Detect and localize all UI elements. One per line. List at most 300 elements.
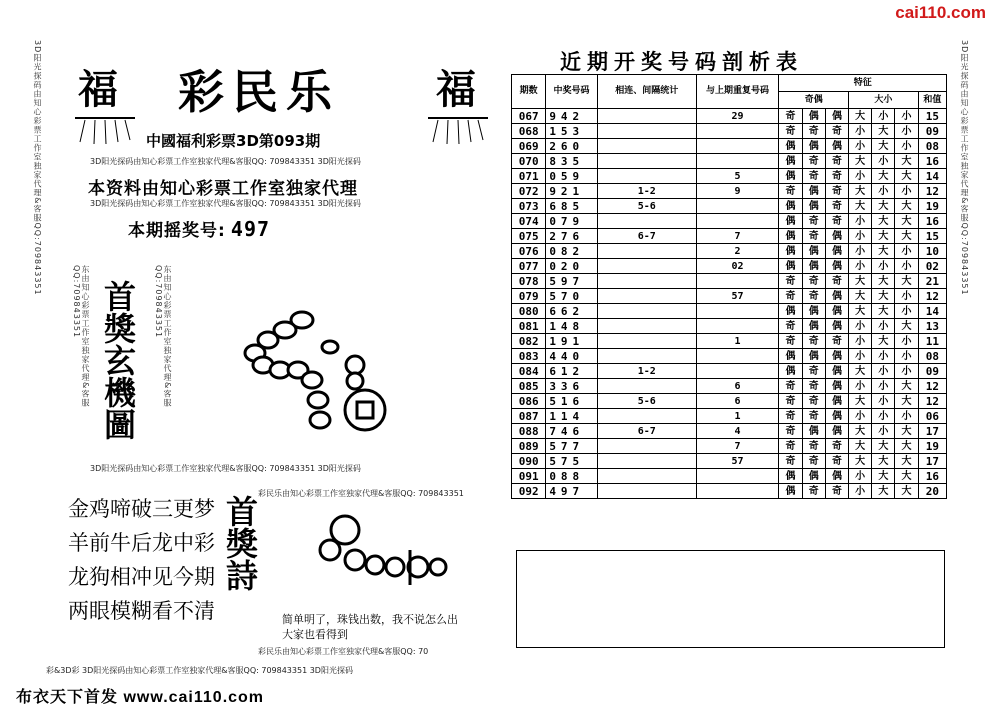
size-cell: 小 bbox=[872, 259, 895, 274]
issue-subtitle: 中國福利彩票3D第093期 bbox=[146, 132, 321, 150]
repeat-cell bbox=[696, 124, 779, 139]
prize-number-cell: 276 bbox=[546, 229, 597, 244]
repeat-cell: 9 bbox=[696, 184, 779, 199]
size-cell: 大 bbox=[849, 394, 872, 409]
period-cell: 082 bbox=[512, 334, 546, 349]
header-period: 期数 bbox=[512, 75, 546, 109]
prize-number-cell: 148 bbox=[546, 319, 597, 334]
prize-number-cell: 059 bbox=[546, 169, 597, 184]
poem-line: 两眼模糊看不清 bbox=[68, 599, 215, 623]
prize-number-cell: 577 bbox=[546, 439, 597, 454]
period-cell: 084 bbox=[512, 364, 546, 379]
size-cell: 小 bbox=[849, 484, 872, 499]
parity-cell: 偶 bbox=[779, 154, 802, 169]
parity-cell: 偶 bbox=[779, 364, 802, 379]
size-cell: 大 bbox=[872, 484, 895, 499]
parity-cell: 偶 bbox=[825, 364, 848, 379]
table-row bbox=[512, 244, 947, 259]
parity-cell: 奇 bbox=[825, 454, 848, 469]
poem-line: 金鸡啼破三更梦 bbox=[68, 497, 215, 521]
adjacent-cell bbox=[597, 154, 696, 169]
repeat-cell: 2 bbox=[696, 244, 779, 259]
sum-cell: 15 bbox=[918, 229, 946, 244]
sum-cell: 08 bbox=[918, 349, 946, 364]
prize-number-cell: 336 bbox=[546, 379, 597, 394]
table-row bbox=[512, 349, 947, 364]
sum-cell: 12 bbox=[918, 289, 946, 304]
size-cell: 小 bbox=[895, 124, 918, 139]
period-cell: 080 bbox=[512, 304, 546, 319]
size-cell: 小 bbox=[849, 409, 872, 424]
parity-cell: 偶 bbox=[802, 199, 825, 214]
repeat-cell bbox=[696, 349, 779, 364]
parity-cell: 偶 bbox=[779, 469, 802, 484]
parity-cell: 偶 bbox=[802, 304, 825, 319]
period-cell: 089 bbox=[512, 439, 546, 454]
repeat-cell: 4 bbox=[696, 424, 779, 439]
period-cell: 067 bbox=[512, 109, 546, 124]
sum-cell: 06 bbox=[918, 409, 946, 424]
period-cell: 083 bbox=[512, 349, 546, 364]
parity-cell: 奇 bbox=[802, 214, 825, 229]
prize-number-cell: 260 bbox=[546, 139, 597, 154]
sum-cell: 20 bbox=[918, 484, 946, 499]
size-cell: 小 bbox=[849, 139, 872, 154]
size-cell: 大 bbox=[872, 454, 895, 469]
sum-cell: 12 bbox=[918, 394, 946, 409]
parity-cell: 偶 bbox=[779, 259, 802, 274]
adjacent-cell: 5-6 bbox=[597, 199, 696, 214]
size-cell: 大 bbox=[895, 439, 918, 454]
parity-cell: 偶 bbox=[779, 229, 802, 244]
adjacent-cell: 1-2 bbox=[597, 184, 696, 199]
parity-cell: 奇 bbox=[802, 364, 825, 379]
period-cell: 071 bbox=[512, 169, 546, 184]
adjacent-cell bbox=[597, 139, 696, 154]
sum-cell: 02 bbox=[918, 259, 946, 274]
repeat-cell: 02 bbox=[696, 259, 779, 274]
period-cell: 079 bbox=[512, 289, 546, 304]
parity-cell: 奇 bbox=[825, 124, 848, 139]
period-cell: 072 bbox=[512, 184, 546, 199]
sum-cell: 09 bbox=[918, 124, 946, 139]
size-cell: 小 bbox=[895, 304, 918, 319]
repeat-cell: 5 bbox=[696, 169, 779, 184]
size-cell: 小 bbox=[872, 379, 895, 394]
sum-cell: 19 bbox=[918, 199, 946, 214]
size-cell: 大 bbox=[849, 289, 872, 304]
repeat-cell: 6 bbox=[696, 394, 779, 409]
parity-cell: 奇 bbox=[825, 484, 848, 499]
table-row bbox=[512, 259, 947, 274]
size-cell: 大 bbox=[895, 379, 918, 394]
sum-cell: 12 bbox=[918, 184, 946, 199]
prize-number-cell: 114 bbox=[546, 409, 597, 424]
size-cell: 大 bbox=[849, 199, 872, 214]
sum-cell: 13 bbox=[918, 319, 946, 334]
period-cell: 074 bbox=[512, 214, 546, 229]
size-cell: 小 bbox=[872, 349, 895, 364]
size-cell: 小 bbox=[849, 349, 872, 364]
poem-top-text: 彩民乐由知心彩票工作室独家代理&客服QQ: 709843351 bbox=[258, 489, 464, 498]
table-row bbox=[512, 364, 947, 379]
sum-cell: 17 bbox=[918, 454, 946, 469]
parity-cell: 奇 bbox=[825, 154, 848, 169]
repeat-cell: 6 bbox=[696, 379, 779, 394]
parity-cell: 奇 bbox=[802, 439, 825, 454]
size-cell: 大 bbox=[895, 169, 918, 184]
parity-cell: 奇 bbox=[825, 334, 848, 349]
size-cell: 大 bbox=[872, 244, 895, 259]
parity-cell: 偶 bbox=[779, 304, 802, 319]
sum-cell: 10 bbox=[918, 244, 946, 259]
size-cell: 小 bbox=[872, 409, 895, 424]
size-cell: 大 bbox=[895, 469, 918, 484]
table-row bbox=[512, 214, 947, 229]
size-cell: 大 bbox=[849, 439, 872, 454]
size-cell: 小 bbox=[849, 334, 872, 349]
size-cell: 小 bbox=[872, 364, 895, 379]
adjacent-cell bbox=[597, 214, 696, 229]
period-cell: 090 bbox=[512, 454, 546, 469]
repeat-cell bbox=[696, 274, 779, 289]
parity-cell: 奇 bbox=[779, 439, 802, 454]
coin-beads-image bbox=[300, 505, 460, 600]
table-row bbox=[512, 319, 947, 334]
prize-number-cell: 685 bbox=[546, 199, 597, 214]
repeat-cell: 57 bbox=[696, 454, 779, 469]
poem-note: 简单明了，珠钱出数，我不说怎么出大家也看得到 bbox=[282, 613, 458, 641]
parity-cell: 偶 bbox=[825, 109, 848, 124]
parity-cell: 偶 bbox=[825, 244, 848, 259]
size-cell: 小 bbox=[895, 109, 918, 124]
size-cell: 大 bbox=[895, 229, 918, 244]
table-row bbox=[512, 394, 947, 409]
repeat-cell bbox=[696, 319, 779, 334]
parity-cell: 偶 bbox=[825, 304, 848, 319]
contact-line-2: 3D阳光探码由知心彩票工作室独家代理&客服QQ: 709843351 3D阳光探码 bbox=[90, 199, 361, 208]
prize-number-cell: 079 bbox=[546, 214, 597, 229]
lantern-tassel-left-icon bbox=[70, 116, 140, 146]
header-size: 大小 bbox=[849, 92, 919, 109]
poem-title: 首獎詩 bbox=[221, 495, 259, 591]
adjacent-cell: 6-7 bbox=[597, 229, 696, 244]
table-row bbox=[512, 439, 947, 454]
sum-cell: 14 bbox=[918, 304, 946, 319]
size-cell: 大 bbox=[849, 109, 872, 124]
sum-cell: 16 bbox=[918, 469, 946, 484]
table-row bbox=[512, 454, 947, 469]
history-table bbox=[511, 74, 947, 499]
size-cell: 大 bbox=[849, 454, 872, 469]
parity-cell: 偶 bbox=[825, 319, 848, 334]
parity-cell: 奇 bbox=[825, 199, 848, 214]
period-cell: 087 bbox=[512, 409, 546, 424]
repeat-cell: 7 bbox=[696, 229, 779, 244]
parity-cell: 奇 bbox=[802, 274, 825, 289]
size-cell: 大 bbox=[895, 394, 918, 409]
adjacent-cell bbox=[597, 409, 696, 424]
table-title: 近期开奖号码剖析表 bbox=[560, 49, 803, 74]
adjacent-cell bbox=[597, 379, 696, 394]
adjacent-cell bbox=[597, 484, 696, 499]
poem-bottom-text: 彩民乐由知心彩票工作室独家代理&客服QQ: 70 bbox=[258, 647, 429, 656]
left-side-text: 3D阳光探码由知心彩票工作室独家代理&客服QQ:709843351 bbox=[33, 40, 42, 296]
prize-number-cell: 153 bbox=[546, 124, 597, 139]
fu-right: 福 bbox=[436, 66, 476, 113]
prize-number-cell: 746 bbox=[546, 424, 597, 439]
repeat-cell bbox=[696, 304, 779, 319]
table-row bbox=[512, 424, 947, 439]
table-row bbox=[512, 484, 947, 499]
sum-cell: 11 bbox=[918, 334, 946, 349]
parity-cell: 偶 bbox=[825, 139, 848, 154]
parity-cell: 奇 bbox=[779, 274, 802, 289]
puzzle-side-text-right: 东由知心彩票工作室独家代理&客服QQ:709843351 bbox=[154, 265, 172, 408]
parity-cell: 偶 bbox=[825, 349, 848, 364]
parity-cell: 偶 bbox=[779, 199, 802, 214]
repeat-cell bbox=[696, 199, 779, 214]
table-row bbox=[512, 124, 947, 139]
parity-cell: 奇 bbox=[825, 169, 848, 184]
size-cell: 小 bbox=[895, 139, 918, 154]
parity-cell: 偶 bbox=[825, 289, 848, 304]
sum-cell: 16 bbox=[918, 154, 946, 169]
size-cell: 小 bbox=[895, 349, 918, 364]
prize-number-cell: 088 bbox=[546, 469, 597, 484]
size-cell: 小 bbox=[895, 244, 918, 259]
sum-cell: 17 bbox=[918, 424, 946, 439]
prize-number-cell: 575 bbox=[546, 454, 597, 469]
size-cell: 大 bbox=[872, 289, 895, 304]
adjacent-cell bbox=[597, 304, 696, 319]
fu-left: 福 bbox=[78, 66, 118, 113]
repeat-cell bbox=[696, 154, 779, 169]
table-row bbox=[512, 469, 947, 484]
parity-cell: 奇 bbox=[779, 409, 802, 424]
puzzle-title: 首獎玄機圖 bbox=[99, 280, 137, 440]
parity-cell: 奇 bbox=[825, 184, 848, 199]
adjacent-cell bbox=[597, 439, 696, 454]
adjacent-cell bbox=[597, 124, 696, 139]
size-cell: 大 bbox=[895, 214, 918, 229]
size-cell: 小 bbox=[849, 229, 872, 244]
size-cell: 大 bbox=[849, 184, 872, 199]
parity-cell: 奇 bbox=[779, 184, 802, 199]
sum-cell: 08 bbox=[918, 139, 946, 154]
size-cell: 小 bbox=[895, 409, 918, 424]
size-cell: 小 bbox=[872, 319, 895, 334]
parity-cell: 奇 bbox=[802, 394, 825, 409]
size-cell: 小 bbox=[849, 469, 872, 484]
size-cell: 大 bbox=[872, 469, 895, 484]
repeat-cell bbox=[696, 484, 779, 499]
repeat-cell: 1 bbox=[696, 409, 779, 424]
size-cell: 小 bbox=[849, 124, 872, 139]
repeat-cell: 57 bbox=[696, 289, 779, 304]
table-row bbox=[512, 199, 947, 214]
adjacent-cell bbox=[597, 469, 696, 484]
size-cell: 大 bbox=[895, 424, 918, 439]
parity-cell: 奇 bbox=[779, 289, 802, 304]
parity-cell: 奇 bbox=[802, 124, 825, 139]
parity-cell: 偶 bbox=[779, 349, 802, 364]
size-cell: 大 bbox=[849, 424, 872, 439]
sum-cell: 21 bbox=[918, 274, 946, 289]
sum-cell: 14 bbox=[918, 169, 946, 184]
size-cell: 大 bbox=[849, 274, 872, 289]
adjacent-cell bbox=[597, 244, 696, 259]
size-cell: 小 bbox=[872, 424, 895, 439]
parity-cell: 偶 bbox=[802, 184, 825, 199]
size-cell: 小 bbox=[895, 259, 918, 274]
parity-cell: 奇 bbox=[802, 289, 825, 304]
size-cell: 大 bbox=[895, 274, 918, 289]
prize-number-cell: 570 bbox=[546, 289, 597, 304]
period-cell: 088 bbox=[512, 424, 546, 439]
period-cell: 091 bbox=[512, 469, 546, 484]
size-cell: 小 bbox=[895, 289, 918, 304]
parity-cell: 偶 bbox=[825, 424, 848, 439]
period-cell: 068 bbox=[512, 124, 546, 139]
parity-cell: 奇 bbox=[779, 424, 802, 439]
parity-cell: 偶 bbox=[802, 109, 825, 124]
size-cell: 大 bbox=[872, 304, 895, 319]
table-row bbox=[512, 229, 947, 244]
parity-cell: 偶 bbox=[802, 469, 825, 484]
parity-cell: 奇 bbox=[802, 229, 825, 244]
prize-number-cell: 497 bbox=[546, 484, 597, 499]
period-cell: 077 bbox=[512, 259, 546, 274]
period-cell: 076 bbox=[512, 244, 546, 259]
adjacent-cell bbox=[597, 349, 696, 364]
parity-cell: 偶 bbox=[802, 319, 825, 334]
parity-cell: 偶 bbox=[802, 259, 825, 274]
site-watermark: cai110.com bbox=[895, 3, 986, 22]
prize-number-cell: 020 bbox=[546, 259, 597, 274]
period-cell: 086 bbox=[512, 394, 546, 409]
poem-line: 龙狗相冲见今期 bbox=[68, 565, 215, 589]
size-cell: 大 bbox=[872, 169, 895, 184]
parity-cell: 奇 bbox=[779, 319, 802, 334]
table-row bbox=[512, 379, 947, 394]
table-row bbox=[512, 184, 947, 199]
table-row bbox=[512, 289, 947, 304]
table-row bbox=[512, 334, 947, 349]
parity-cell: 奇 bbox=[802, 169, 825, 184]
parity-cell: 奇 bbox=[779, 379, 802, 394]
puzzle-footer: 3D阳光探码由知心彩票工作室独家代理&客服QQ: 709843351 3D阳光探码 bbox=[90, 464, 361, 473]
table-row bbox=[512, 139, 947, 154]
parity-cell: 偶 bbox=[802, 139, 825, 154]
size-cell: 大 bbox=[872, 214, 895, 229]
table-row bbox=[512, 154, 947, 169]
size-cell: 小 bbox=[895, 334, 918, 349]
blank-notes-box bbox=[516, 550, 945, 648]
parity-cell: 偶 bbox=[825, 229, 848, 244]
size-cell: 小 bbox=[849, 259, 872, 274]
table-row bbox=[512, 169, 947, 184]
puzzle-side-text-left: 东由知心彩票工作室独家代理&客服QQ:709843351 bbox=[72, 265, 90, 408]
parity-cell: 偶 bbox=[779, 244, 802, 259]
size-cell: 大 bbox=[872, 274, 895, 289]
parity-cell: 奇 bbox=[825, 274, 848, 289]
prize-number-cell: 612 bbox=[546, 364, 597, 379]
header-parity: 奇偶 bbox=[779, 92, 849, 109]
size-cell: 大 bbox=[849, 304, 872, 319]
page-title: 彩民乐 bbox=[178, 65, 340, 119]
parity-cell: 奇 bbox=[825, 439, 848, 454]
parity-cell: 偶 bbox=[802, 424, 825, 439]
prize-number-cell: 516 bbox=[546, 394, 597, 409]
size-cell: 小 bbox=[849, 214, 872, 229]
adjacent-cell: 1-2 bbox=[597, 364, 696, 379]
sum-cell: 16 bbox=[918, 214, 946, 229]
size-cell: 大 bbox=[872, 139, 895, 154]
adjacent-cell bbox=[597, 109, 696, 124]
adjacent-cell bbox=[597, 454, 696, 469]
size-cell: 大 bbox=[849, 154, 872, 169]
parity-cell: 偶 bbox=[825, 409, 848, 424]
table-row bbox=[512, 409, 947, 424]
sum-cell: 19 bbox=[918, 439, 946, 454]
repeat-cell: 1 bbox=[696, 334, 779, 349]
prize-number-cell: 082 bbox=[546, 244, 597, 259]
size-cell: 小 bbox=[872, 184, 895, 199]
adjacent-cell bbox=[597, 274, 696, 289]
parity-cell: 奇 bbox=[802, 334, 825, 349]
draw-label: 本期摇奖号: bbox=[128, 221, 226, 241]
period-cell: 073 bbox=[512, 199, 546, 214]
prize-number-cell: 942 bbox=[546, 109, 597, 124]
period-cell: 075 bbox=[512, 229, 546, 244]
size-cell: 大 bbox=[895, 484, 918, 499]
size-cell: 大 bbox=[895, 154, 918, 169]
header-adjacent: 相连、间隔统计 bbox=[597, 75, 696, 109]
parity-cell: 偶 bbox=[825, 379, 848, 394]
repeat-cell bbox=[696, 214, 779, 229]
size-cell: 大 bbox=[872, 124, 895, 139]
prize-number-cell: 921 bbox=[546, 184, 597, 199]
lantern-tassel-right-icon bbox=[423, 116, 493, 146]
header-features: 特征 bbox=[779, 75, 947, 92]
repeat-cell bbox=[696, 364, 779, 379]
parity-cell: 奇 bbox=[779, 334, 802, 349]
size-cell: 小 bbox=[849, 244, 872, 259]
adjacent-cell: 6-7 bbox=[597, 424, 696, 439]
period-cell: 085 bbox=[512, 379, 546, 394]
parity-cell: 偶 bbox=[779, 169, 802, 184]
size-cell: 小 bbox=[895, 364, 918, 379]
size-cell: 大 bbox=[895, 199, 918, 214]
sum-cell: 12 bbox=[918, 379, 946, 394]
parity-cell: 偶 bbox=[779, 484, 802, 499]
header-sum: 和值 bbox=[918, 92, 946, 109]
repeat-cell bbox=[696, 139, 779, 154]
draw-number: 497 bbox=[230, 217, 271, 241]
adjacent-cell: 5-6 bbox=[597, 394, 696, 409]
size-cell: 小 bbox=[872, 154, 895, 169]
prize-number-cell: 835 bbox=[546, 154, 597, 169]
repeat-cell: 29 bbox=[696, 109, 779, 124]
size-cell: 大 bbox=[895, 319, 918, 334]
adjacent-cell bbox=[597, 259, 696, 274]
repeat-cell bbox=[696, 469, 779, 484]
adjacent-cell bbox=[597, 319, 696, 334]
poem-lines bbox=[68, 492, 238, 628]
size-cell: 大 bbox=[872, 199, 895, 214]
size-cell: 小 bbox=[895, 184, 918, 199]
